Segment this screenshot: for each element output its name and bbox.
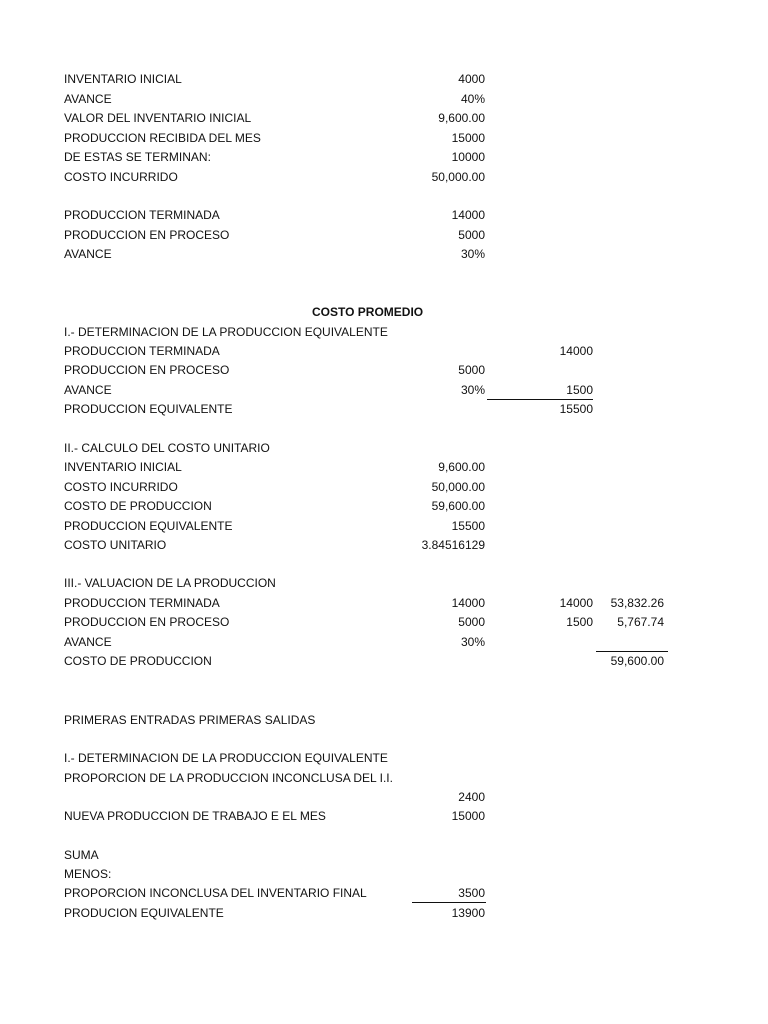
row-label: PRODUCCION EQUIVALENTE	[64, 519, 233, 533]
row-label: MENOS:	[64, 867, 112, 881]
cell-value-col3: 59,600.00	[610, 654, 664, 668]
row-label: DE ESTAS SE TERMINAN:	[64, 150, 211, 164]
row-label: PRODUCCION EN PROCESO	[64, 615, 230, 629]
sum-underline	[487, 399, 593, 400]
cell-value-col1: 15000	[451, 809, 485, 823]
cell-value-col1: 13900	[451, 906, 485, 920]
cell-value-col1: 5000	[458, 615, 485, 629]
row-label: II.- CALCULO DEL COSTO UNITARIO	[64, 441, 270, 455]
row-label: COSTO DE PRODUCCION	[64, 654, 212, 668]
cell-value-col2: 1500	[566, 383, 593, 397]
cell-value-col2: 14000	[559, 596, 593, 610]
cell-value-col1: 14000	[451, 596, 485, 610]
row-label: AVANCE	[64, 247, 112, 261]
cell-value-col1: 15500	[451, 519, 485, 533]
row-label: PRODUCCION EQUIVALENTE	[64, 402, 233, 416]
row-label: PRODUCCION TERMINADA	[64, 596, 220, 610]
row-label: AVANCE	[64, 383, 112, 397]
cell-value-col1: 5000	[458, 363, 485, 377]
cell-value-col1: 2400	[458, 790, 485, 804]
cell-value-col1: 50,000.00	[431, 170, 485, 184]
row-label: PRODUCION EQUIVALENTE	[64, 906, 224, 920]
row-label: COSTO INCURRIDO	[64, 170, 178, 184]
cell-value-col1: 30%	[460, 247, 485, 261]
row-label: NUEVA PRODUCCION DE TRABAJO E EL MES	[64, 809, 326, 823]
row-label: AVANCE	[64, 92, 112, 106]
cell-value-col1: 30%	[460, 635, 485, 649]
row-label: PRODUCCION TERMINADA	[64, 208, 220, 222]
row-label: PRODUCCION TERMINADA	[64, 344, 220, 358]
row-label: PRODUCCION EN PROCESO	[64, 363, 230, 377]
sum-underline	[596, 651, 668, 652]
row-label: COSTO DE PRODUCCION	[64, 499, 212, 513]
cell-value-col1: 4000	[458, 72, 485, 86]
cell-value-col1: 15000	[451, 131, 485, 145]
cell-value-col1: 9,600.00	[438, 460, 485, 474]
row-label: PRIMERAS ENTRADAS PRIMERAS SALIDAS	[64, 713, 316, 727]
sum-underline	[412, 902, 486, 903]
row-label: COSTO INCURRIDO	[64, 480, 178, 494]
row-label: PROPORCION INCONCLUSA DEL INVENTARIO FINAL	[64, 886, 367, 900]
row-label: I.- DETERMINACION DE LA PRODUCCION EQUIVALENTE	[64, 751, 388, 765]
cell-value-col1: 3500	[458, 886, 485, 900]
cell-value-col2: 14000	[559, 344, 593, 358]
row-label: PRODUCCION EN PROCESO	[64, 228, 230, 242]
cell-value-col1: 3.84516129	[421, 538, 485, 552]
row-label: VALOR DEL INVENTARIO INICIAL	[64, 111, 252, 125]
cell-value-col1: 9,600.00	[438, 111, 485, 125]
row-label: INVENTARIO INICIAL	[64, 72, 182, 86]
cell-value-col1: 14000	[451, 208, 485, 222]
row-label: PRODUCCION RECIBIDA DEL MES	[64, 131, 261, 145]
cell-value-col2: 15500	[559, 402, 593, 416]
row-label: I.- DETERMINACION DE LA PRODUCCION EQUIVALENTE	[64, 325, 388, 339]
cell-value-col1: 30%	[460, 383, 485, 397]
row-label: SUMA	[64, 848, 99, 862]
row-label: PROPORCION DE LA PRODUCCION INCONCLUSA DEL I.I.	[64, 771, 393, 785]
cell-value-col2: 1500	[566, 615, 593, 629]
row-label: INVENTARIO INICIAL	[64, 460, 182, 474]
row-label: AVANCE	[64, 635, 112, 649]
cell-value-col1: 40%	[460, 92, 485, 106]
cell-value-col3: 5,767.74	[617, 615, 664, 629]
cell-value-col1: 59,600.00	[431, 499, 485, 513]
section-title: COSTO PROMEDIO	[312, 305, 424, 319]
row-label: COSTO UNITARIO	[64, 538, 167, 552]
cell-value-col1: 50,000.00	[431, 480, 485, 494]
row-label: III.- VALUACION DE LA PRODUCCION	[64, 576, 276, 590]
cell-value-col1: 5000	[458, 228, 485, 242]
cell-value-col3: 53,832.26	[610, 596, 664, 610]
cell-value-col1: 10000	[451, 150, 485, 164]
